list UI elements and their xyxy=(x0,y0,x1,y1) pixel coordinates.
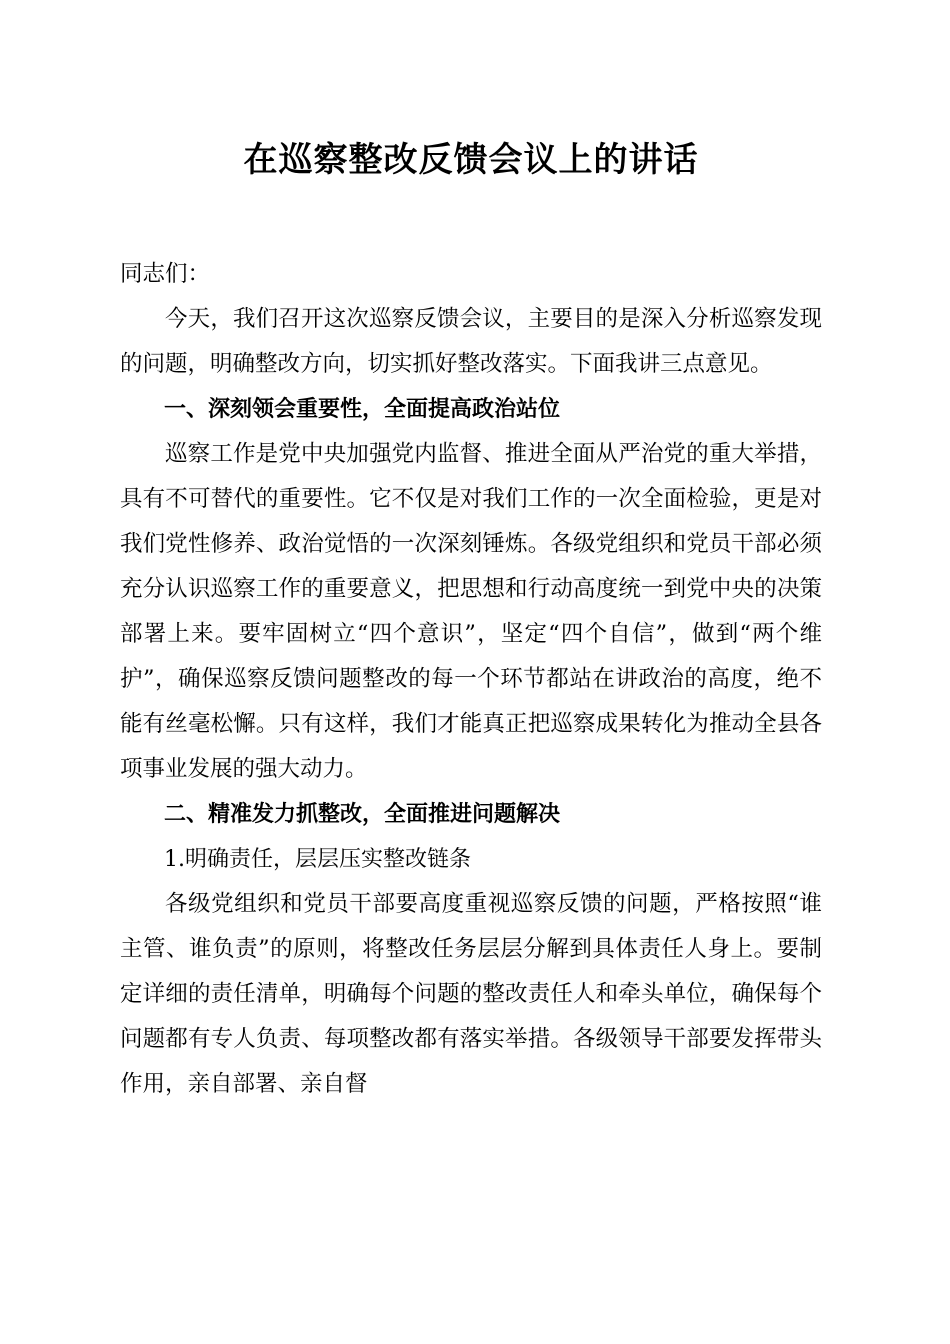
section-1-heading: 一、深刻领会重要性，全面提高政治站位 xyxy=(164,397,561,422)
document-body xyxy=(120,252,822,1107)
document-page xyxy=(120,130,822,1107)
document-title: 在巡察整改反馈会议上的讲话 xyxy=(243,140,699,180)
salutation: 同志们： xyxy=(120,261,211,287)
section-2-subheading: 1.明确责任，层层压实整改链条 xyxy=(164,847,471,872)
section-2-paragraph: 各级党组织和党员干部要高度重视巡察反馈的问题，严格按照“谁主管、谁负责”的原则，将整改任务层层分解到具体责任人身上。要制定详细的责任清单，明确每个问题的整改责任人和牵头单位，确保每个问题都有专人负责、每项整改都有落实举措。各级领导干部要发挥带头作用，亲自部署、亲自督 xyxy=(120,891,822,1097)
intro-paragraph: 今天，我们召开这次巡察反馈会议，主要目的是深入分析巡察发现的问题，明确整改方向，切实抓好整改落实。下面我讲三点意见。 xyxy=(120,306,822,377)
section-1-paragraph: 巡察工作是党中央加强党内监督、推进全面从严治党的重大举措，具有不可替代的重要性。它不仅是对我们工作的一次全面检验，更是对我们党性修养、政治觉悟的一次深刻锤炼。各级党组织和党员干部必须充分认识巡察工作的重要意义，把思想和行动高度统一到党中央的决策部署上来。要牢固树立“四个意识”，坚定“四个自信”，做到“两个维护”，确保巡察反馈问题整改的每一个环节都站在讲政治的高度，绝不能有丝毫松懈。只有这样，我们才能真正把巡察成果转化为推动全县各项事业发展的强大动力。 xyxy=(120,441,822,782)
section-2-heading: 二、精准发力抓整改，全面推进问题解决 xyxy=(164,802,561,827)
